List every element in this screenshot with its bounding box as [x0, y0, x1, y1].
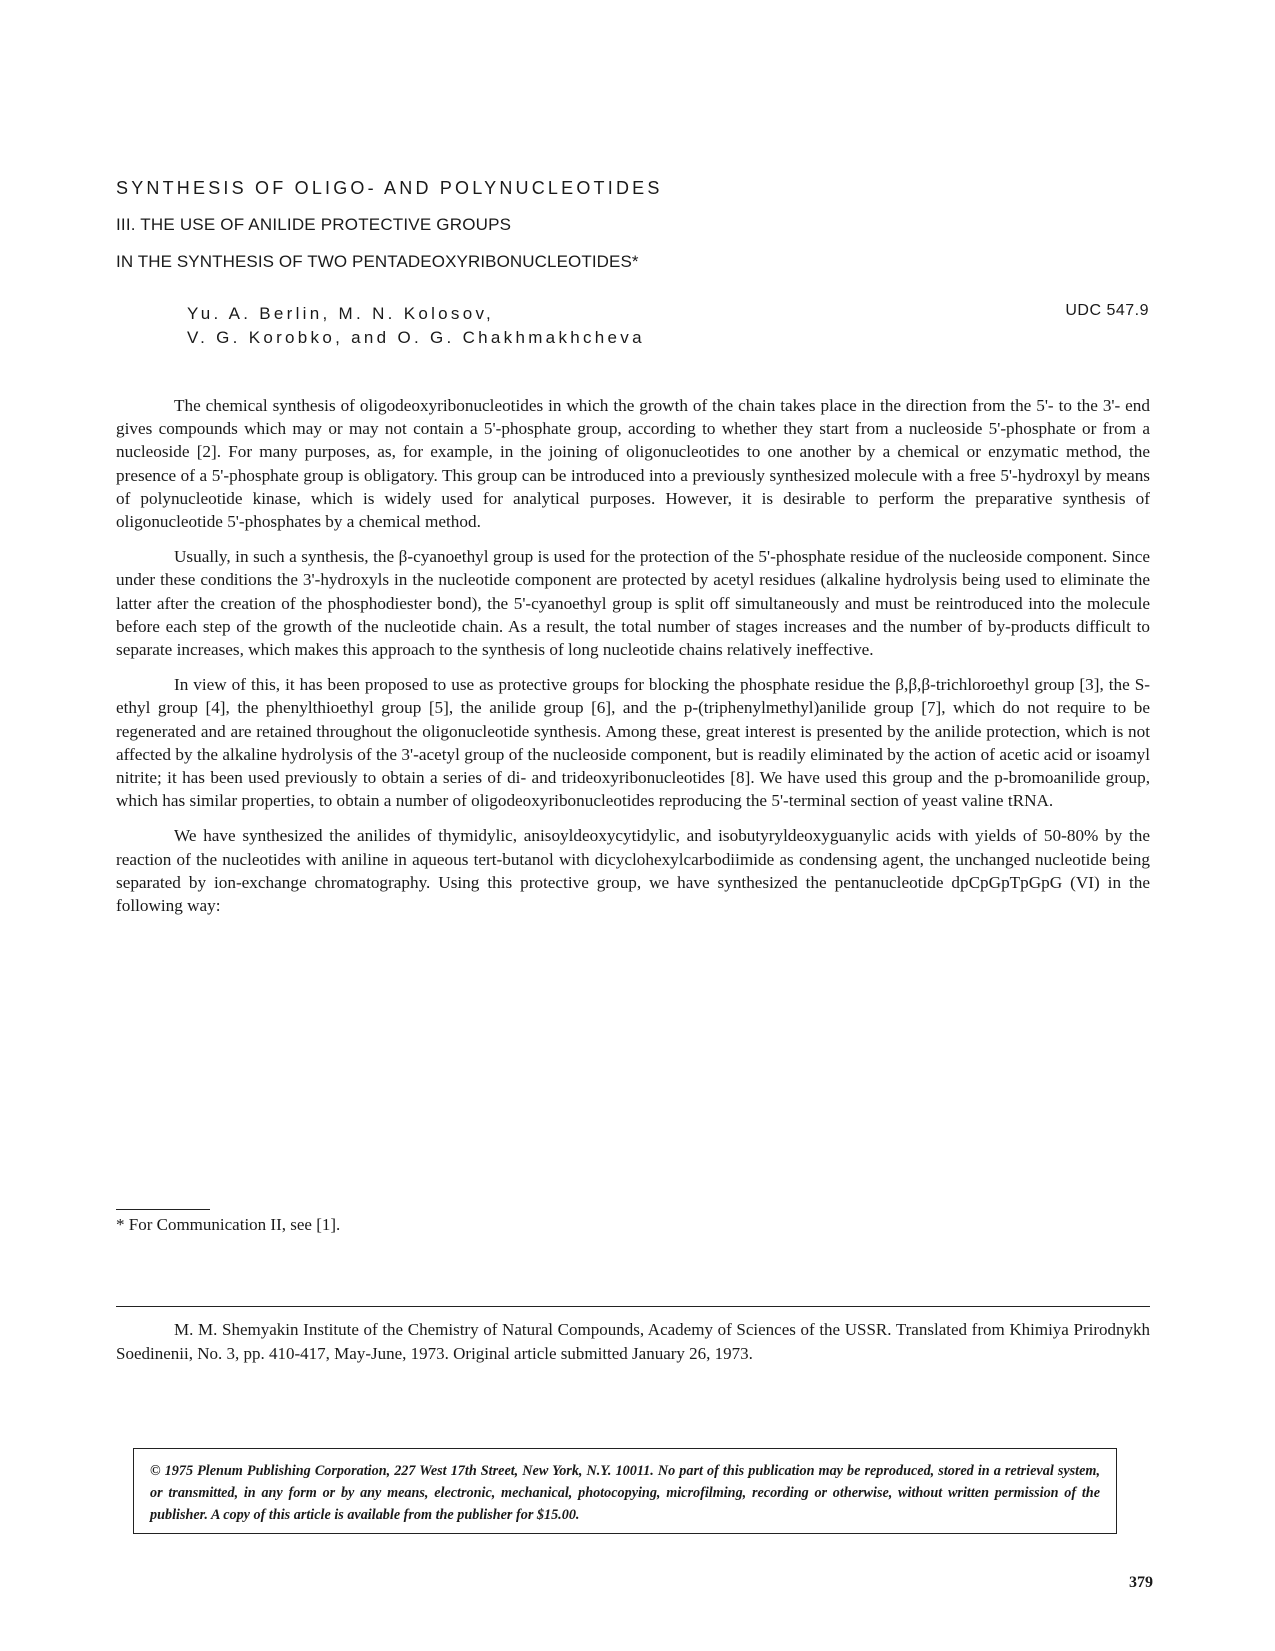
- footnote: * For Communication II, see [1].: [116, 1215, 341, 1234]
- paragraph: We have synthesized the anilides of thymidylic, anisoyldeoxycytidylic, and isobutyryldeoxyguanylic acids with yields of 50-80% by the reaction of the nucleotides with aniline in aqueous tert-butanol with dicyclohexylcarbodiimide as condensing agent, the unchanged nucleotide being separated by ion-exchange chromatography. Using this protective group, we have synthesized the pentanucleotide dpCpGpTpGpG (VI) in the following way:: [116, 826, 1150, 916]
- page-number: 379: [1129, 1574, 1153, 1591]
- authors: [187, 302, 645, 350]
- copyright-notice: © 1975 Plenum Publishing Corporation, 227 West 17th Street, New York, N.Y. 10011. No part of this publication may be reproduced, stored in a retrieval system, or transmitted, in any form or by any means, electronic, mechanical, photocopying, microfilming, recording or otherwise, without written permission of the publisher. A copy of this article is available from the publisher for $15.00.: [133, 1448, 1117, 1534]
- title-line-2: III. THE USE OF ANILIDE PROTECTIVE GROUPS: [116, 215, 512, 234]
- affiliation-block: [116, 1318, 1150, 1365]
- affiliation-divider: [116, 1306, 1150, 1307]
- paragraph: The chemical synthesis of oligodeoxyribonucleotides in which the growth of the chain takes place in the direction from the 5'- to the 3'- end gives compounds which may or may not contain a 5'-phosphate group, according to whether they start from a nucleoside 5'-phosphate or from a nucleoside [2]. For many purposes, as, for example, in the joining of oligonucleotides to one another by a chemical or enzymatic method, the presence of a 5'-phosphate group is obligatory. This group can be introduced into a previously synthesized molecule with a free 5'-hydroxyl by means of polynucleotide kinase, which is widely used for analytical purposes. However, it is desirable to perform the preparative synthesis of oligonucleotide 5'-phosphates by a chemical method.: [116, 396, 1150, 532]
- footnote-divider: [116, 1209, 210, 1210]
- title-line-1: SYNTHESIS OF OLIGO- AND POLYNUCLEOTIDES: [116, 178, 663, 198]
- authors-line-2: V. G. Korobko, and O. G. Chakhmakhcheva: [187, 328, 645, 347]
- title-line-3: IN THE SYNTHESIS OF TWO PENTADEOXYRIBONUCLEOTIDES*: [116, 252, 639, 271]
- affiliation-text: M. M. Shemyakin Institute of the Chemistry of Natural Compounds, Academy of Sciences of the USSR. Translated from Khimiya Prirodnykh Soedinenii, No. 3, pp. 410-417, May-June, 1973. Original article submitted January 26, 1973.: [116, 1320, 1150, 1363]
- paragraph: In view of this, it has been proposed to use as protective groups for blocking the phosphate residue the β,β,β-trichloroethyl group [3], the S-ethyl group [4], the phenylthioethyl group [5], the anilide group [6], and the p-(triphenylmethyl)anilide group [7], which do not require to be regenerated and are retained throughout the oligonucleotide synthesis. Among these, great interest is presented by the anilide protection, which is not affected by the alkaline hydrolysis of the 3'-acetyl group of the nucleoside component, but is readily eliminated by the action of acetic acid or isoamyl nitrite; it has been used previously to obtain a series of di- and trideoxyribonucleotides [8]. We have used this group and the p-bromoanilide group, which has similar properties, to obtain a number of oligodeoxyribonucleotides reproducing the 5'-terminal section of yeast valine tRNA.: [116, 675, 1150, 811]
- body-text: [116, 394, 1150, 929]
- udc-code: UDC 547.9: [1065, 302, 1149, 319]
- authors-line-1: Yu. A. Berlin, M. N. Kolosov,: [187, 304, 495, 323]
- paragraph: Usually, in such a synthesis, the β-cyanoethyl group is used for the protection of the 5'-phosphate residue of the nucleoside component. Since under these conditions the 3'-hydroxyls in the nucleotide component are protected by acetyl residues (alkaline hydrolysis being used to eliminate the latter after the creation of the phosphodiester bond), the 5'-cyanoethyl group is split off simultaneously and must be reintroduced into the molecule before each step of the growth of the nucleotide chain. As a result, the total number of stages increases and the number of by-products difficult to separate increases, which makes this approach to the synthesis of long nucleotide chains relatively ineffective.: [116, 547, 1150, 660]
